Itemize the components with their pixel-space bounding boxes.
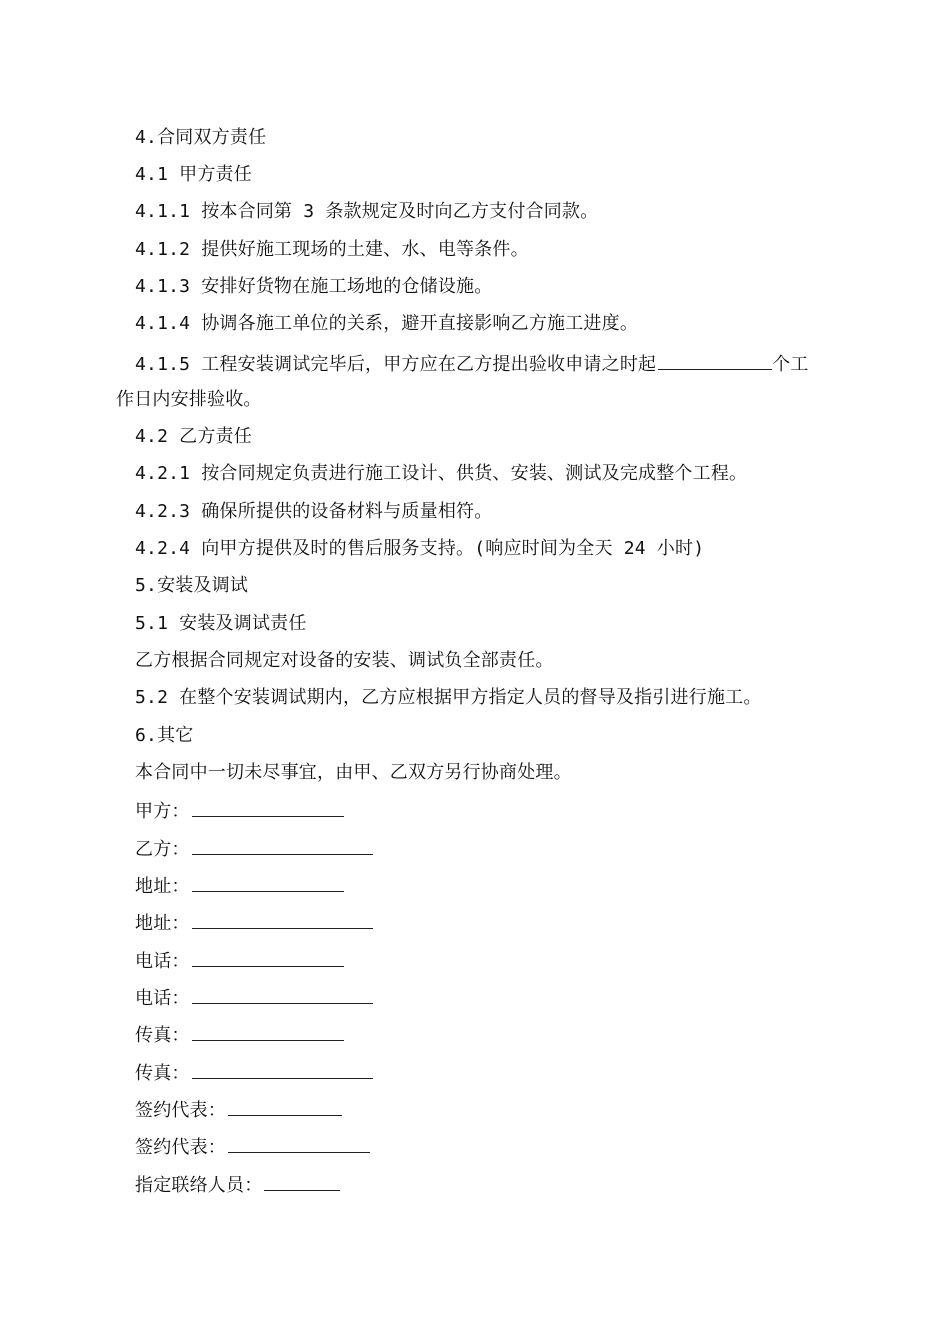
signature-label: 签约代表：: [135, 1137, 226, 1158]
signature-label: 电话：: [135, 988, 190, 1009]
clause-4-1-5: [135, 351, 809, 377]
signature-fax-a: [135, 1022, 344, 1048]
signature-blank: [192, 910, 373, 929]
clause-4-2-3: 4.2.3 确保所提供的设备材料与质量相符。: [135, 501, 493, 522]
signature-blank: [192, 873, 344, 892]
clause-4-1-5-tail: 个工: [772, 354, 809, 375]
section-heading-6: 6.其它: [135, 725, 194, 746]
blank-workdays: [658, 351, 772, 370]
signature-label: 电话：: [135, 951, 190, 972]
clause-4-1-4: 4.1.4 协调各施工单位的关系，避开直接影响乙方施工进度。: [135, 313, 639, 334]
signature-label: 传真：: [135, 1063, 190, 1084]
signature-address-a: [135, 873, 344, 899]
signature-blank: [192, 1060, 373, 1079]
signature-label: 签约代表：: [135, 1100, 226, 1121]
signature-blank: [192, 1022, 344, 1041]
subsection-heading-5-1: 5.1 安装及调试责任: [135, 613, 307, 634]
clause-4-2-4: 4.2.4 向甲方提供及时的售后服务支持。(响应时间为全天 24 小时): [135, 538, 705, 559]
signature-blank: [192, 798, 344, 817]
signature-label: 传真：: [135, 1025, 190, 1046]
clause-4-2-1: 4.2.1 按合同规定负责进行施工设计、供货、安装、测试及完成整个工程。: [135, 463, 748, 484]
signature-address-b: [135, 910, 373, 936]
signature-label: 乙方：: [135, 839, 190, 860]
signature-blank: [228, 1134, 370, 1153]
signature-label: 甲方：: [135, 801, 190, 822]
signature-blank: [192, 948, 344, 967]
signature-party-b: [135, 836, 373, 862]
subsection-heading-4-2: 4.2 乙方责任: [135, 426, 252, 447]
signature-representative-b: [135, 1134, 370, 1160]
subsection-heading-4-1: 4.1 甲方责任: [135, 164, 252, 185]
signature-blank: [264, 1172, 340, 1191]
signature-phone-b: [135, 985, 373, 1011]
section-heading-5: 5.安装及调试: [135, 575, 249, 596]
signature-party-a: [135, 798, 344, 824]
signature-contact-person: [135, 1172, 340, 1198]
clause-4-1-2: 4.1.2 提供好施工现场的土建、水、电等条件。: [135, 239, 529, 260]
signature-blank: [228, 1097, 342, 1116]
signature-blank: [192, 985, 373, 1004]
clause-6-text: 本合同中一切未尽事宜，由甲、乙双方另行协商处理。: [135, 762, 572, 783]
section-heading-4: 4.合同双方责任: [135, 127, 267, 148]
clause-4-1-5-continuation: 作日内安排验收。: [116, 389, 262, 410]
clause-4-1-5-text: 4.1.5 工程安装调试完毕后，甲方应在乙方提出验收申请之时起: [135, 354, 657, 375]
clause-4-1-3: 4.1.3 安排好货物在施工场地的仓储设施。: [135, 276, 493, 297]
signature-label: 地址：: [135, 913, 190, 934]
signature-fax-b: [135, 1060, 373, 1086]
signature-blank: [192, 836, 373, 855]
clause-5-1-text: 乙方根据合同规定对设备的安装、调试负全部责任。: [135, 650, 554, 671]
signature-phone-a: [135, 948, 344, 974]
signature-label: 指定联络人员：: [135, 1175, 263, 1196]
clause-4-1-1: 4.1.1 按本合同第 3 条款规定及时向乙方支付合同款。: [135, 201, 599, 222]
signature-representative-a: [135, 1097, 342, 1123]
signature-label: 地址：: [135, 876, 190, 897]
clause-5-2: 5.2 在整个安装调试期内，乙方应根据甲方指定人员的督导及指引进行施工。: [135, 687, 762, 708]
